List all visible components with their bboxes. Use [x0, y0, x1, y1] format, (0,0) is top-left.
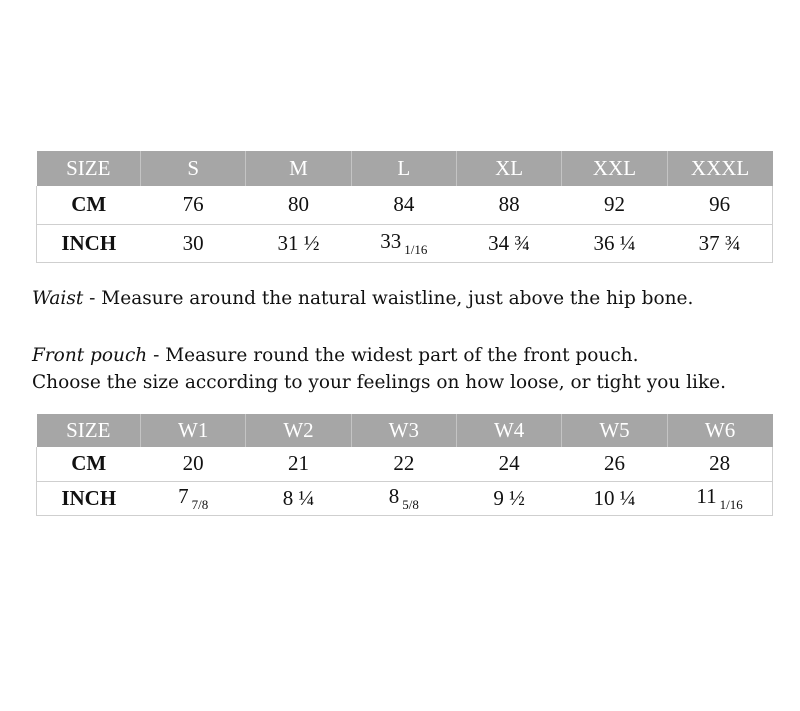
pouch-text: - Measure round the widest part of the front pouch.	[147, 345, 639, 366]
row-label: INCH	[37, 481, 141, 515]
waist-size-table	[36, 151, 773, 263]
pouch-text-line2: Choose the size according to your feelings on how loose, or tight you like.	[32, 372, 726, 393]
table-cell	[667, 186, 772, 224]
table-cell	[351, 224, 456, 262]
cell-fraction: 7/8	[191, 496, 209, 512]
table-cell	[562, 447, 667, 481]
table-cell	[141, 447, 246, 481]
cell-value: 28	[709, 451, 731, 476]
table-cell	[141, 224, 246, 262]
waist-term: Waist	[32, 288, 84, 309]
cell-value: 37 ¾	[698, 230, 741, 255]
header-cell: W6	[667, 414, 772, 447]
table-cell	[246, 186, 351, 224]
table-cell	[667, 224, 772, 262]
cell-value: 21	[287, 451, 309, 476]
waist-text: - Measure around the natural waistline, just above the hip bone.	[83, 288, 694, 309]
header-cell: W2	[246, 414, 351, 447]
cell-value: 26	[603, 451, 625, 476]
table-row	[37, 186, 773, 224]
table-cell	[562, 186, 667, 224]
pouch-term: Front pouch	[32, 345, 148, 366]
cell-value: 31 ½	[277, 230, 320, 255]
cell-fraction: 1/16	[719, 496, 743, 512]
table-header-row	[37, 151, 773, 186]
table-cell	[351, 481, 456, 515]
cell-value: 34 ¾	[488, 230, 531, 255]
row-label: INCH	[37, 224, 141, 262]
header-cell: M	[246, 151, 351, 186]
cell-value: 88	[498, 192, 520, 217]
header-cell: W5	[562, 414, 667, 447]
header-cell: S	[141, 151, 246, 186]
table-row	[37, 224, 773, 262]
table-cell	[562, 224, 667, 262]
header-cell: SIZE	[37, 151, 141, 186]
header-cell: W4	[456, 414, 561, 447]
pouch-instruction	[32, 342, 726, 396]
header-cell: XXXL	[667, 151, 772, 186]
table-cell	[246, 481, 351, 515]
cell-value: 84	[393, 192, 415, 217]
cell-fraction: 5/8	[402, 496, 419, 512]
cell-value: 80	[287, 192, 309, 217]
row-label: CM	[37, 186, 141, 224]
cell-value: 92	[603, 192, 625, 217]
table-cell	[456, 224, 561, 262]
cell-value: 24	[498, 451, 520, 476]
cell-value: 8	[388, 483, 400, 508]
table-cell	[351, 447, 456, 481]
table-cell	[141, 481, 246, 515]
cell-fraction: 1/16	[404, 241, 428, 257]
header-cell: XL	[456, 151, 561, 186]
cell-value: 20	[182, 451, 204, 476]
table-cell	[456, 186, 561, 224]
table-cell	[562, 481, 667, 515]
header-cell: W1	[141, 414, 246, 447]
cell-value: 36 ¼	[593, 230, 636, 255]
cell-value: 9 ½	[493, 485, 525, 510]
pouch-size-table	[36, 414, 773, 516]
cell-value: 22	[393, 451, 415, 476]
table-cell	[456, 447, 561, 481]
cell-value: 30	[182, 230, 204, 255]
cell-value: 11	[696, 483, 717, 508]
waist-instruction	[32, 285, 693, 312]
cell-value: 76	[182, 192, 204, 217]
table-cell	[246, 224, 351, 262]
table-cell	[351, 186, 456, 224]
header-cell: L	[351, 151, 456, 186]
table-cell	[667, 447, 772, 481]
table-header-row	[37, 414, 773, 447]
cell-value: 10 ¼	[593, 485, 636, 510]
cell-value: 7	[178, 483, 189, 508]
cell-value: 8 ¼	[282, 485, 315, 510]
header-cell: W3	[351, 414, 456, 447]
header-cell: XXL	[562, 151, 667, 186]
table-row	[37, 447, 773, 481]
table-cell	[667, 481, 772, 515]
table-cell	[246, 447, 351, 481]
table-cell	[456, 481, 561, 515]
cell-value: 96	[709, 192, 731, 217]
cell-value: 33	[380, 228, 402, 253]
table-row	[37, 481, 773, 515]
header-cell: SIZE	[37, 414, 141, 447]
row-label: CM	[37, 447, 141, 481]
table-cell	[141, 186, 246, 224]
